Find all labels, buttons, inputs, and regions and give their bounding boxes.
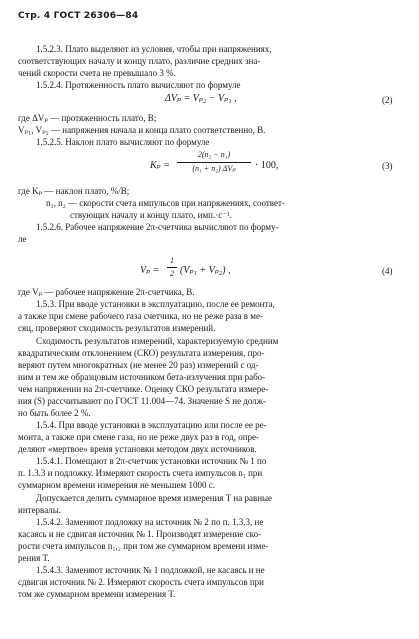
text-line: п. 1.3.3 и подложку. Измеряют скорость счета импульсов n₁ при (18, 468, 263, 478)
text-line: 1.5.2.6. Рабочее напряжение 2π-счетчика вычисляют по форму- (36, 222, 279, 232)
equation-2-number: (2) (382, 95, 393, 105)
text-line: Vₚ₁, Vₚ₂ — напряжения начала и конца плато соответственно, В. (18, 125, 266, 135)
text-line: монта, а также при смене газа, но не реже двух раз в год, опре- (18, 432, 260, 442)
text-line: сяц, проверяют сходимость результатов измерений. (18, 323, 216, 333)
equation-3-tail: · 100, (255, 160, 279, 171)
equation-4-numerator: 1 (170, 256, 174, 265)
text-line: а также при смене рабочего газа счетчика, но не реже раза в ме- (18, 311, 263, 321)
fraction-bar (177, 162, 251, 163)
text-line: но быть более 2 %. (18, 408, 91, 418)
equation-3-denominator: (n₁ + n₂) ΔVₚ (192, 164, 236, 173)
text-line: где Vₚ — рабочее напряжение 2π-счетчика, В. (18, 287, 195, 297)
text-line: 1.5.3. При вводе установки в эксплуатацию, после ее ремонта, (36, 299, 275, 309)
text-line: сдвигая источник № 2. Измеряют скорость счета импульсов при (18, 577, 264, 587)
equation-2: ΔVₚ = Vₚ₂ − Vₚ₁ , (165, 93, 237, 104)
page-header: Стр. 4 ГОСТ 26306—84 (18, 11, 139, 21)
equation-4-denominator: 2 (170, 269, 174, 278)
equation-3-lhs: Kₚ = (150, 160, 170, 171)
equation-4-lhs: Vₚ = (140, 265, 160, 276)
text-line: интервалы. (18, 505, 62, 515)
text-line: ним и тем же образцовым источником бета-излучения при рабо- (18, 372, 266, 382)
text-line: где Kₚ — наклон плато, %/В; (18, 186, 130, 196)
equation-3-number: (3) (382, 161, 393, 171)
text-line: Сходимость результатов измерений, характеризуемую средним (36, 336, 279, 346)
text-line: ствующих началу и концу плато, имп.·с⁻¹. (70, 210, 232, 220)
fraction-bar (167, 267, 177, 268)
text-line: 1.5.4.3. Заменяют источник № 1 подложкой, не касаясь и не (36, 565, 265, 575)
text-line: n₁, n₂ — скорости счета импульсов при напряжениях, соответ- (46, 198, 285, 208)
equation-4-number: (4) (382, 266, 393, 276)
text-line: рости счета импульсов n₁,₂ при том же суммарном времени изме- (18, 541, 269, 551)
text-line: чений скорости счета не превышало 3 %. (18, 68, 176, 78)
equation-3-numerator: 2(n₂ − n₁) (197, 150, 231, 159)
text-line: квадратическим отклонением (СКО) результата измерения, про- (18, 348, 265, 358)
text-line: 1.5.2.3. Плато выделяют из условия, чтобы при напряжениях, (36, 44, 272, 54)
text-line: 1.5.4.2. Заменяют подложку на источник № 2 по п. 1.3.3, не (36, 517, 264, 527)
text-line: Допускается делить суммарное время измерения T на равные (36, 493, 273, 503)
text-line: касаясь и не сдвигая источник № 1. Производят измерение ско- (18, 529, 262, 539)
text-line: чем напряжении на 2π-счетчике. Оценку СКО результата измере- (18, 384, 269, 394)
text-line: том же суммарном времени измерения T. (18, 589, 176, 599)
text-line: рения T. (18, 553, 50, 563)
text-line: 1.5.4. При вводе установки в эксплуатацию или после ее ре- (36, 420, 267, 430)
text-line: деляют «мертвое» время установки методом двух источников. (18, 444, 257, 454)
text-line: суммарном времени измерения не меньшем 1000 с. (18, 480, 215, 490)
text-line: 1.5.2.5. Наклон плато вычисляют по формуле (36, 137, 210, 147)
text-line: 1.5.4.1. Помещают в 2π-счетчик установки источник № 1 по (36, 456, 267, 466)
text-line: 1.5.2.4. Протяженность плато вычисляют по формуле (36, 80, 241, 90)
equation-4-tail: (Vₚ₁ + Vₚ₂) , (180, 265, 231, 276)
text-line: соответствующих началу и концу плато, различие средних зна- (18, 56, 261, 66)
text-line: где ΔVₚ — протяженность плато, В; (18, 113, 157, 123)
text-line: веряют путем многократных (не менее 20 раз) измерений с од- (18, 360, 259, 370)
text-line: ния (S) рассчитывают по ГОСТ 11.004—74. Значение S не долж- (18, 396, 266, 406)
text-line: ле (18, 234, 27, 244)
